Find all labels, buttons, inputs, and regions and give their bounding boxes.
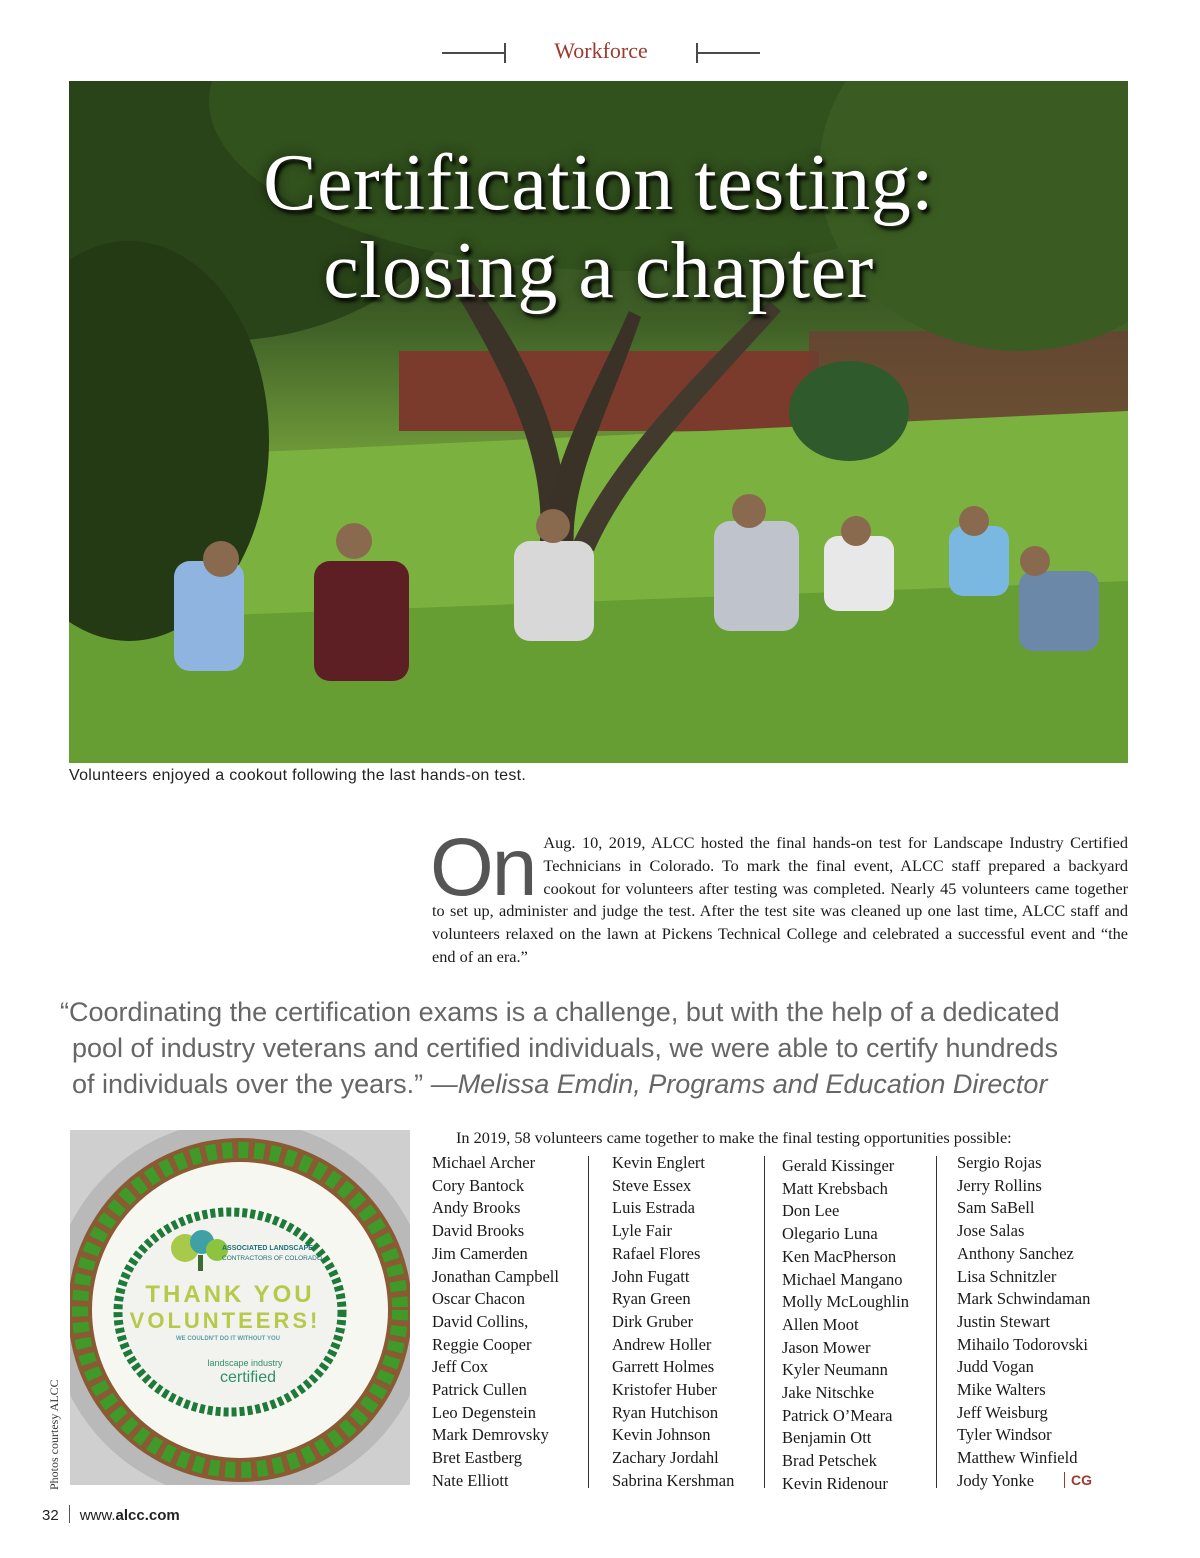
- volunteer-name: Cory Bantock: [432, 1175, 525, 1195]
- pull-quote-line-1: “Coordinating the certification exams is a challenge, but with the help of a dedicated: [60, 997, 1060, 1027]
- volunteer-name: Jason Mower: [782, 1337, 871, 1357]
- pull-quote-line-2: pool of industry veterans and certified individuals, we were able to certify hundreds: [72, 1033, 1059, 1063]
- volunteer-name: Zachary Jordahl: [612, 1448, 719, 1468]
- volunteer-name: Oscar Chacon: [432, 1289, 526, 1309]
- volunteer-column-1: [432, 1152, 559, 1493]
- volunteer-name: Jeff Weisburg: [957, 1402, 1048, 1422]
- volunteer-name: Jonathan Campbell: [432, 1266, 559, 1286]
- volunteer-name: Andy Brooks: [432, 1198, 521, 1218]
- volunteer-name: David Collins,: [432, 1311, 529, 1331]
- volunteer-name: Steve Essex: [612, 1175, 692, 1195]
- title-line-2: closing a chapter: [323, 227, 874, 315]
- volunteer-name: Kyler Neumann: [782, 1360, 888, 1380]
- volunteer-name: Jeff Cox: [432, 1357, 489, 1377]
- volunteer-name: Kevin Ridenour: [782, 1473, 888, 1493]
- volunteer-name: Olegario Luna: [782, 1224, 878, 1244]
- volunteer-name: Ryan Green: [612, 1289, 691, 1309]
- volunteer-name: Jody Yonke: [957, 1470, 1035, 1490]
- pull-quote-attribution: —Melissa Emdin, Programs and Education Director: [430, 1069, 1048, 1099]
- volunteer-name: Mark Demrovsky: [432, 1425, 549, 1445]
- header-rule-right: [696, 52, 760, 54]
- footer-divider: [69, 1505, 70, 1523]
- volunteer-name: Patrick O’Meara: [782, 1405, 893, 1425]
- photo-caption: Volunteers enjoyed a cookout following the last hands-on test.: [69, 767, 527, 784]
- footer-url-domain[interactable]: alcc.com: [115, 1507, 180, 1524]
- volunteer-name: Bret Eastberg: [432, 1448, 522, 1468]
- volunteer-name: Brad Petschek: [782, 1451, 877, 1471]
- volunteer-name: Mike Walters: [957, 1380, 1046, 1400]
- photo-credit: Photos courtesy ALCC: [47, 1379, 61, 1490]
- volunteer-name: Garrett Holmes: [612, 1357, 715, 1377]
- volunteer-name: Kevin Johnson: [612, 1425, 711, 1445]
- volunteer-name: Reggie Cooper: [432, 1334, 532, 1354]
- volunteer-name: Jose Salas: [957, 1221, 1025, 1241]
- volunteer-name: Nate Elliott: [432, 1470, 509, 1490]
- volunteer-name: Kristofer Huber: [612, 1380, 717, 1400]
- cake-cert-small: landscape industry: [207, 1358, 283, 1368]
- volunteer-name: Don Lee: [782, 1201, 840, 1221]
- volunteer-name: Leo Degenstein: [432, 1402, 537, 1422]
- volunteer-name: Jake Nitschke: [782, 1383, 875, 1403]
- volunteer-name: Andrew Holler: [612, 1334, 712, 1354]
- volunteer-name: Luis Estrada: [612, 1198, 695, 1218]
- article-title: [69, 139, 1128, 315]
- cake-cert-big: certified: [219, 1369, 277, 1386]
- volunteer-name: Rafael Flores: [612, 1243, 701, 1263]
- volunteer-name: Patrick Cullen: [432, 1380, 527, 1400]
- page-footer: [42, 1505, 180, 1524]
- volunteer-name: Sam SaBell: [957, 1198, 1035, 1218]
- volunteer-name: John Fugatt: [612, 1266, 690, 1286]
- volunteer-name: Jim Camerden: [432, 1243, 528, 1263]
- volunteer-name: Dirk Gruber: [612, 1311, 694, 1331]
- cake-volunteers: VOLUNTEERS!: [129, 1308, 321, 1333]
- volunteer-name: Anthony Sanchez: [957, 1243, 1074, 1263]
- volunteers-intro: In 2019, 58 volunteers came together to make the final testing opportunities possible:: [456, 1128, 1012, 1147]
- title-line-1: Certification testing:: [263, 139, 934, 227]
- column-divider-1: [588, 1156, 589, 1488]
- volunteer-name: Sabrina Kershman: [612, 1470, 735, 1490]
- cake-logo-line-2: CONTRACTORS OF COLORADO: [222, 1255, 322, 1262]
- section-header: [0, 36, 1200, 70]
- volunteer-name: Matthew Winfield: [957, 1448, 1078, 1468]
- volunteer-name: Lyle Fair: [612, 1221, 673, 1241]
- footer-url-prefix: www.: [79, 1507, 116, 1524]
- header-rule-left: [442, 52, 506, 54]
- volunteer-name: Jerry Rollins: [957, 1175, 1042, 1195]
- volunteer-name: David Brooks: [432, 1221, 525, 1241]
- cake-photo-illustration: [70, 1130, 410, 1485]
- column-divider-2: [764, 1156, 765, 1488]
- volunteer-name: Molly McLoughlin: [782, 1292, 909, 1312]
- volunteer-name: Lisa Schnitzler: [957, 1266, 1057, 1286]
- cake-logo-line-1: ASSOCIATED LANDSCAPE: [222, 1245, 313, 1252]
- volunteer-column-2: [612, 1152, 734, 1493]
- volunteer-name: Mark Schwindaman: [957, 1289, 1091, 1309]
- drop-cap: On: [430, 822, 536, 913]
- cake-tagline: WE COULDN'T DO IT WITHOUT YOU: [176, 1336, 280, 1342]
- page-number: 32: [42, 1507, 59, 1524]
- article-paragraph: Aug. 10, 2019, ALCC hosted the final hands-on test for Landscape Industry Certified Technicians in Colorado. To mark the final event, ALCC staff prepared a backyard cookout for volunteers after testing was completed. Nearly 45 volunteers came together to set up, administer and judge the test. After the test site was cleaned up one last time, ALCC staff and volunteers relaxed on the lawn at Pickens Technical College and celebrated a successful event and “the end of an era.”: [432, 833, 1128, 966]
- column-divider-3: [936, 1156, 937, 1488]
- volunteer-name: Allen Moot: [782, 1314, 859, 1334]
- volunteer-column-3: [782, 1155, 909, 1496]
- end-mark: CG: [1071, 1472, 1092, 1488]
- volunteer-name: Judd Vogan: [957, 1357, 1034, 1377]
- pull-quote-line-3: of individuals over the years.”: [72, 1069, 424, 1099]
- volunteer-name: Ryan Hutchison: [612, 1402, 719, 1422]
- volunteer-name: Sergio Rojas: [957, 1153, 1042, 1172]
- pull-quote: [60, 994, 1140, 1102]
- cake-thank-you: THANK YOU: [145, 1281, 315, 1308]
- volunteer-name: Matt Krebsbach: [782, 1178, 888, 1198]
- cake-photo: [70, 1130, 410, 1485]
- end-mark-divider: [1064, 1472, 1065, 1488]
- volunteer-name: Ken MacPherson: [782, 1246, 897, 1266]
- volunteer-name: Benjamin Ott: [782, 1428, 872, 1448]
- volunteer-name: Gerald Kissinger: [782, 1156, 895, 1175]
- volunteer-name: Michael Mangano: [782, 1269, 903, 1289]
- volunteer-column-4: [957, 1152, 1090, 1493]
- volunteer-name: Mihailo Todorovski: [957, 1334, 1089, 1354]
- article-body: [430, 822, 1128, 969]
- volunteer-name: Kevin Englert: [612, 1153, 706, 1172]
- section-label: Workforce: [554, 38, 648, 63]
- volunteer-name: Tyler Windsor: [957, 1425, 1052, 1445]
- hero-photo: [69, 81, 1128, 763]
- volunteer-name: Justin Stewart: [957, 1311, 1051, 1331]
- volunteer-name: Michael Archer: [432, 1153, 536, 1172]
